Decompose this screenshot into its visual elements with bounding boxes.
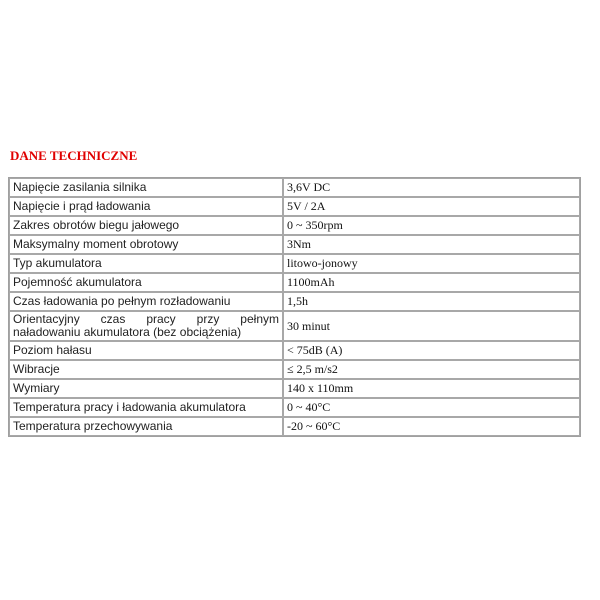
table-row bbox=[9, 341, 580, 360]
table-row bbox=[9, 311, 580, 341]
spec-label: Poziom hałasu bbox=[9, 341, 283, 360]
spec-value: < 75dB (A) bbox=[283, 341, 580, 360]
table-row bbox=[9, 379, 580, 398]
spec-label: Czas ładowania po pełnym rozładowaniu bbox=[9, 292, 283, 311]
spec-value: 5V / 2A bbox=[283, 197, 580, 216]
spec-value: ≤ 2,5 m/s2 bbox=[283, 360, 580, 379]
spec-label: Napięcie i prąd ładowania bbox=[9, 197, 283, 216]
spec-label: Napięcie zasilania silnika bbox=[9, 178, 283, 197]
spec-label: Wibracje bbox=[9, 360, 283, 379]
spec-label: Maksymalny moment obrotowy bbox=[9, 235, 283, 254]
specs-table bbox=[8, 177, 581, 437]
table-row bbox=[9, 235, 580, 254]
spec-label: Orientacyjny czas pracy przy pełnym naładowaniu akumulatora (bez obciążenia) bbox=[9, 311, 283, 341]
spec-label: Typ akumulatora bbox=[9, 254, 283, 273]
spec-label: Zakres obrotów biegu jałowego bbox=[9, 216, 283, 235]
spec-label: Pojemność akumulatora bbox=[9, 273, 283, 292]
spec-value: -20 ~ 60°C bbox=[283, 417, 580, 436]
table-row bbox=[9, 360, 580, 379]
spec-label: Temperatura przechowywania bbox=[9, 417, 283, 436]
spec-value: 140 x 110mm bbox=[283, 379, 580, 398]
table-row bbox=[9, 398, 580, 417]
spec-label: Temperatura pracy i ładowania akumulatora bbox=[9, 398, 283, 417]
spec-value: 0 ~ 40°C bbox=[283, 398, 580, 417]
section-title: DANE TECHNICZNE bbox=[10, 148, 138, 163]
spec-value: 1100mAh bbox=[283, 273, 580, 292]
table-row bbox=[9, 254, 580, 273]
table-row bbox=[9, 273, 580, 292]
spec-value: 3,6V DC bbox=[283, 178, 580, 197]
table-row bbox=[9, 417, 580, 436]
spec-value: 1,5h bbox=[283, 292, 580, 311]
table-row bbox=[9, 216, 580, 235]
spec-value: 0 ~ 350rpm bbox=[283, 216, 580, 235]
spec-value: 30 minut bbox=[283, 311, 580, 341]
spec-value: litowo-jonowy bbox=[283, 254, 580, 273]
spec-value: 3Nm bbox=[283, 235, 580, 254]
table-row bbox=[9, 197, 580, 216]
table-row bbox=[9, 292, 580, 311]
spec-label: Wymiary bbox=[9, 379, 283, 398]
table-row bbox=[9, 178, 580, 197]
